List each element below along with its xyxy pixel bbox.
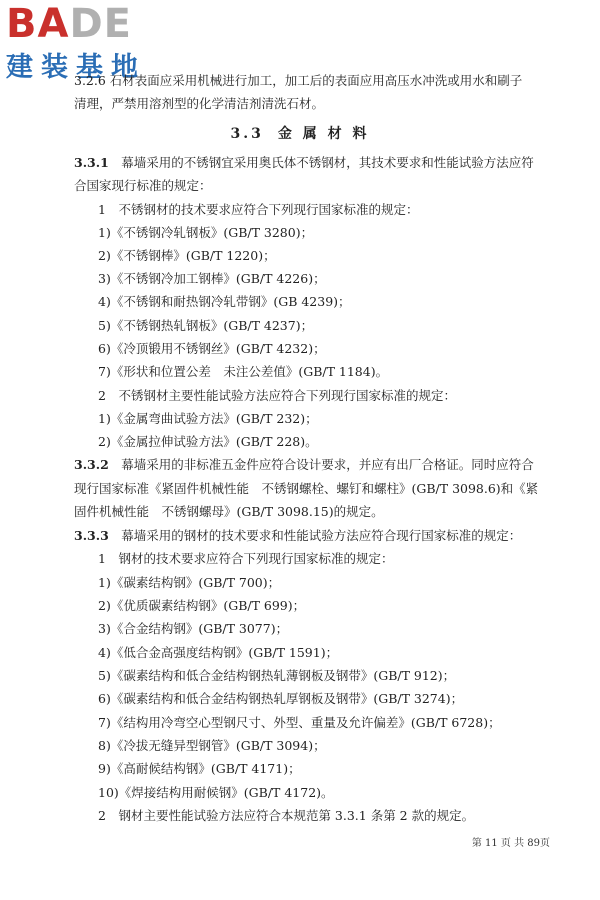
text-line: 现行国家标准《紧固件机械性能 不锈钢螺栓、螺钉和螺柱》(GB/T 3098.6)和《紧 bbox=[74, 481, 539, 496]
list-item: 7)《结构用冷弯空心型钢尺寸、外型、重量及允许偏差》(GB/T 6728)； bbox=[98, 715, 501, 730]
text-line: 清理，严禁用溶剂型的化学清洁剂清洗石材。 bbox=[74, 96, 325, 111]
list-item: 8)《冷拔无缝异型钢管》(GB/T 3094)； bbox=[98, 738, 326, 753]
list-item: 7)《形状和位置公差 未注公差值》(GB/T 1184)。 bbox=[98, 364, 389, 379]
list-item: 3)《不锈钢冷加工钢棒》(GB/T 4226)； bbox=[98, 271, 326, 286]
logo-wordmark-accent: BA bbox=[6, 1, 70, 47]
section-heading bbox=[0, 123, 600, 143]
section-number: 3.3.3 bbox=[74, 528, 109, 543]
logo-subtitle: 建装基地 bbox=[6, 52, 146, 83]
paragraph-text: 幕墙采用的不锈钢宜采用奥氏体不锈钢材，其技术要求和性能试验方法应符 bbox=[121, 155, 534, 170]
paragraph-text: 幕墙采用的钢材的技术要求和性能试验方法应符合现行国家标准的规定： bbox=[121, 528, 522, 543]
list-item: 9)《高耐候结构钢》(GB/T 4171)； bbox=[98, 761, 301, 776]
text-line bbox=[74, 155, 534, 171]
section-heading-title: 金 属 材 料 bbox=[277, 126, 370, 142]
text-line: 3.2.6 石材表面应采用机械进行加工，加工后的表面应用高压水冲洗或用水和刷子 bbox=[74, 73, 523, 88]
list-item: 1 不锈钢材的技术要求应符合下列现行国家标准的规定： bbox=[98, 202, 419, 217]
list-item: 1 钢材的技术要求应符合下列现行国家标准的规定： bbox=[98, 551, 394, 566]
list-item: 4)《不锈钢和耐热钢冷轧带钢》(GB 4239)； bbox=[98, 294, 351, 309]
list-item: 4)《低合金高强度结构钢》(GB/T 1591)； bbox=[98, 645, 339, 660]
list-item: 2)《优质碳素结构钢》(GB/T 699)； bbox=[98, 598, 306, 613]
list-item: 1)《不锈钢冷轧钢板》(GB/T 3280)； bbox=[98, 225, 314, 240]
list-item: 6)《碳素结构和低合金结构钢热轧厚钢板及钢带》(GB/T 3274)； bbox=[98, 691, 464, 706]
text-line: 固件机械性能 不锈钢螺母》(GB/T 3098.15)的规定。 bbox=[74, 504, 384, 519]
text-line bbox=[74, 457, 534, 473]
logo-wordmark-rest: DE bbox=[69, 1, 132, 47]
section-number: 3.3.1 bbox=[74, 155, 109, 170]
list-item: 5)《碳素结构和低合金结构钢热轧薄钢板及钢带》(GB/T 912)； bbox=[98, 668, 456, 683]
page-footer: 第 11 页 共 89页 bbox=[471, 838, 550, 849]
list-item: 2 不锈钢材主要性能试验方法应符合下列现行国家标准的规定： bbox=[98, 388, 456, 403]
list-item: 5)《不锈钢热轧钢板》(GB/T 4237)； bbox=[98, 318, 314, 333]
text-line bbox=[74, 528, 521, 544]
list-item: 2 钢材主要性能试验方法应符合本规范第 3.3.1 条第 2 款的规定。 bbox=[98, 808, 475, 823]
list-item: 2)《不锈钢棒》(GB/T 1220)； bbox=[98, 248, 276, 263]
paragraph-text: 幕墙采用的非标准五金件应符合设计要求，并应有出厂合格证。同时应符合 bbox=[121, 457, 534, 472]
section-number: 3.3.2 bbox=[74, 457, 109, 472]
list-item: 2)《金属拉伸试验方法》(GB/T 228)。 bbox=[98, 434, 318, 449]
list-item: 6)《冷顶锻用不锈钢丝》(GB/T 4232)； bbox=[98, 341, 326, 356]
list-item: 3)《合金结构钢》(GB/T 3077)； bbox=[98, 621, 289, 636]
list-item: 1)《金属弯曲试验方法》(GB/T 232)； bbox=[98, 411, 318, 426]
section-heading-number: 3.3 bbox=[230, 126, 264, 142]
text-line: 合国家现行标准的规定： bbox=[74, 178, 212, 193]
list-item: 1)《碳素结构钢》(GB/T 700)； bbox=[98, 575, 281, 590]
list-item: 10)《焊接结构用耐候钢》(GB/T 4172)。 bbox=[98, 785, 334, 800]
